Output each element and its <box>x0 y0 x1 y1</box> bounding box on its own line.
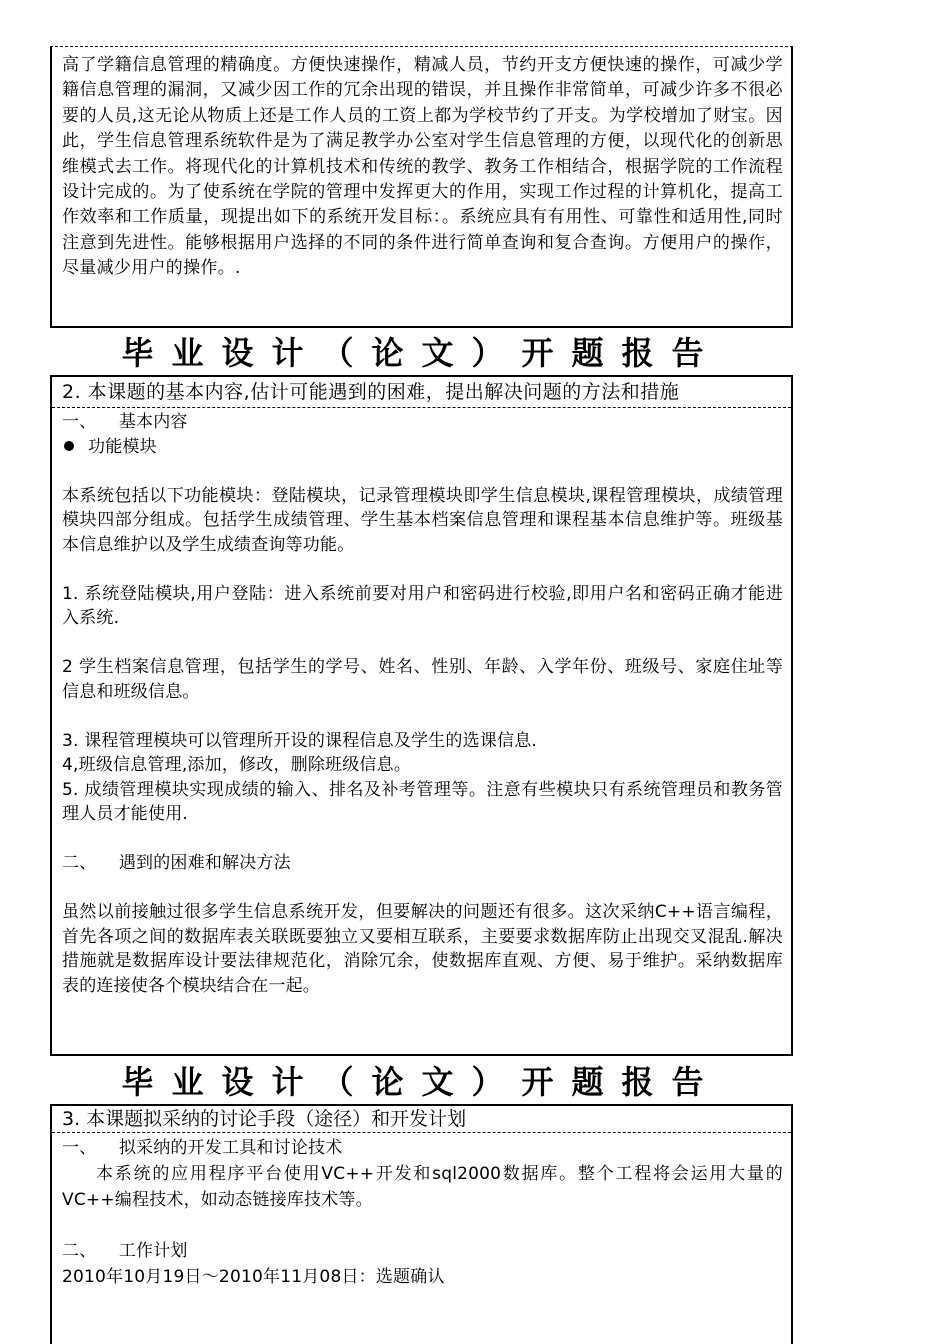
item-3: 3. 课程管理模块可以管理所开设的课程信息及学生的选课信息. <box>62 730 538 751</box>
section1-box <box>50 46 793 328</box>
item-4: 4,班级信息管理,添加，修改，删除班级信息。 <box>62 755 412 775</box>
section2-body <box>52 408 791 998</box>
section3-box <box>50 1104 793 1344</box>
report-title: 毕业设计（论文）开题报告 <box>121 334 722 372</box>
bullet-icon <box>64 441 74 451</box>
section2-heading: 2. 本课题的基本内容,估计可能遇到的困难，提出解决问题的方法和措施 <box>52 377 791 408</box>
part1-title: 一、 基本内容 <box>62 412 188 432</box>
difficulty-paragraph: 虽然以前接触过很多学生信息系统开发，但要解决的问题还有很多。这次采纳C++语言编程，首先各项之间的数据库表关联既要独立又要相互联系，主要要求数据库防止出现交叉混乱.解决措施就是数据库设计要法律规范化，消除冗余，使数据库直观、方便、易于维护。采纳数据库表的连接使各个模块结合在一起。 <box>62 902 783 996</box>
intro-paragraph: 本系统包括以下功能模块：登陆模块，记录管理模块即学生信息模块,课程管理模块，成绩管理模块四部分组成。包括学生成绩管理、学生基本档案信息管理和课程基本信息维护等。班级基本信息维护以及学生成绩查询等功能。 <box>62 485 783 555</box>
section3-body <box>52 1132 791 1290</box>
plan-title: 二、 工作计划 <box>62 1240 188 1261</box>
bullet-item <box>62 435 783 460</box>
section3-heading: 3. 本课题拟采纳的讨论手段（途径）和开发计划 <box>62 1108 467 1130</box>
plan-item-1: 2010年10月19日～2010年11月08日：选题确认 <box>62 1266 445 1287</box>
tools-paragraph: 本系统的应用程序平台使用VC++开发和sql2000数据库。整个工程将会运用大量的VC++编程技术，如动态链接库技术等。 <box>62 1164 783 1210</box>
section1-text: 高了学籍信息管理的精确度。方便快速操作，精减人员，节约开支方便快速的操作，可减少学籍信息管理的漏洞，又减少因工作的冗余出现的错误，并且操作非常简单，可减少许多不很必要的人员,这无论从物质上还是工作人员的工资上都为学校节约了开支。为学校增加了财宝。因此，学生信息管理系统软件是为了满足教学办公室对学生信息管理的方便，以现代化的创新思维模式去工作。将现代化的计算机技术和传统的教学、教务工作相结合，根据学院的工作流程设计完成的。为了使系统在学院的管理中发挥更大的作用，实现工作过程的计算机化，提高工作效率和工作质量，现提出如下的系统开发目标：。系统应具有有用性、可靠性和适用性,同时注意到先进性。能够根据用户选择的不同的条件进行简单查询和复合查询。方便用户的操作，尽量减少用户的操作。. <box>62 55 783 279</box>
report-title-2: 毕业设计（论文）开题报告 <box>121 1063 722 1101</box>
item-2: 2 学生档案信息管理，包括学生的学号、姓名、性别、年龄、入学年份、班级号、家庭住址等信息和班级信息。 <box>62 657 783 702</box>
bullet-label: 功能模块 <box>88 436 157 457</box>
item-5: 5. 成绩管理模块实现成绩的输入、排名及补考管理等。注意有些模块只有系统管理员和教务管理人员才能使用. <box>62 779 783 824</box>
section2-box <box>50 375 793 1056</box>
part2-title: 二、 遇到的困难和解决方法 <box>62 853 291 873</box>
tools-title: 一、 拟采纳的开发工具和讨论技术 <box>62 1138 343 1158</box>
item-1: 1. 系统登陆模块,用户登陆：进入系统前要对用户和密码进行校验,即用户名和密码正确才能进入系统. <box>62 583 783 628</box>
